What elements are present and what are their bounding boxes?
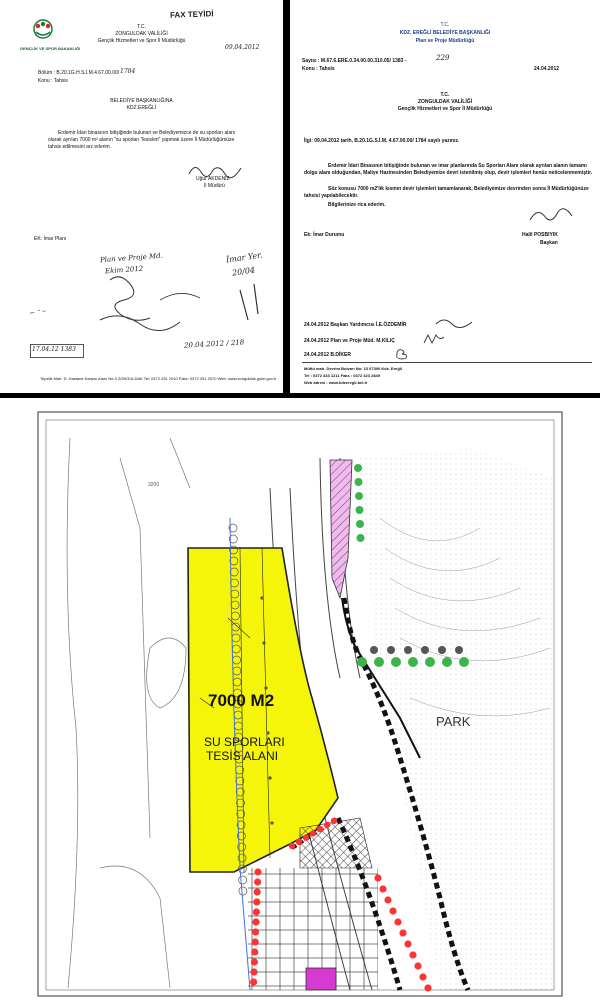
rl-approval-3: 24.04.2012 B.DİKER	[304, 352, 351, 358]
red-dot	[251, 948, 258, 955]
red-dot	[250, 978, 257, 985]
rl-footer-1: Müftü mah. Devrim Bulvarı No: 13 67300 Kdz. Ereğli	[304, 366, 403, 371]
registry-stamp-text: 17.04.12 1383	[32, 346, 76, 353]
konu-line: Konu : Tahsis	[38, 78, 68, 84]
margin-stamp-scribble: ⌐ ˘ ͝	[30, 310, 42, 317]
zoning-plan-map	[0, 398, 600, 1000]
green-dot	[356, 506, 364, 514]
rl-footer-rule	[302, 362, 592, 363]
red-dot	[414, 962, 421, 969]
ek-line: EK: İmar Planı	[34, 236, 67, 242]
letter-body: Erdemir İdari binasının bitişiğinde bulunan ve Belediyemizce de su sporları alanı olarak ayrılan 7000 m² alanın "su sporları Tesisleri" yapmak üzere İl Müdürlüğümüze tahsis edilmesini arz ederim.	[48, 130, 236, 150]
red-dot	[384, 896, 391, 903]
rl-sayi-handwritten: 229	[436, 54, 450, 62]
red-dot	[253, 908, 260, 915]
header-line3: Gençlik Hizmetleri ve Spor İl Müdürlüğü	[97, 38, 186, 44]
green-dot	[356, 520, 364, 528]
red-dot	[303, 834, 309, 840]
green-dot	[355, 478, 363, 486]
sayi-handwritten: 1784	[120, 68, 136, 75]
green-dot	[408, 657, 418, 667]
facility-label-line1: SU SPORLARI	[204, 735, 285, 749]
rl-approval-1: 24.04.2012 Başkan Yardımcısı İ.E.ÖZDEMİR	[304, 322, 407, 328]
red-dot	[254, 878, 261, 885]
rl-header-line2: KDZ. EREĞLİ BELEDİYE BAŞKANLIĞI	[399, 30, 491, 36]
red-dot	[254, 868, 261, 875]
zoning-map-svg	[0, 398, 600, 1000]
magenta-parcel	[306, 968, 336, 990]
left-footer: Tepelik Mah. D. Hastane Karşısı Alanı No:3 ZONGULDAK Tel: 0372 251 2010 Faks: 0372 251 2070 Web: www.zonguldak.gsim.gov.tr	[40, 376, 277, 381]
addressee-line1: BELEDİYE BAŞKANLIĞINA	[110, 98, 173, 104]
rl-footer-3: Web adresi : www.kdzeregli.bel.tr	[304, 380, 368, 385]
routing-note-2: Ekim 2012	[104, 264, 144, 276]
red-dot	[289, 843, 295, 849]
rl-addressee-line3: Gençlik Hizmetleri ve Spor İl Müdürlüğü	[397, 106, 493, 112]
header-line1: T.C.	[137, 24, 146, 30]
addressee-line2: KDZ.EREĞLİ	[126, 105, 157, 111]
rl-footer-2: Tel : 0372 333 1211 Faks : 0372 323 2849	[304, 373, 380, 378]
red-dot	[379, 885, 386, 892]
green-dot	[425, 657, 435, 667]
red-dot	[252, 928, 259, 935]
gray-dot	[264, 686, 267, 689]
red-dot	[250, 968, 257, 975]
approval-2-initial	[422, 333, 446, 345]
red-dot	[296, 839, 302, 845]
red-dot	[331, 818, 337, 824]
green-dot	[355, 492, 363, 500]
green-dot	[391, 657, 401, 667]
green-dot	[459, 657, 469, 667]
rl-signer-title: Başkan	[540, 240, 558, 246]
gray-dot	[438, 646, 446, 654]
routing-note-3: İmar Yer.	[225, 250, 264, 265]
red-dot	[424, 984, 431, 991]
rl-konu: Konu : Tahsis	[302, 66, 335, 72]
red-dot	[394, 918, 401, 925]
green-dot	[357, 657, 367, 667]
red-dot	[409, 951, 416, 958]
gray-dot	[421, 646, 429, 654]
gray-dot	[262, 641, 265, 644]
gray-dot	[387, 646, 395, 654]
red-dot	[251, 958, 258, 965]
red-dot	[310, 830, 316, 836]
rl-approval-2: 24.04.2012 Plan ve Proje Müd. M.KILIÇ	[304, 338, 395, 344]
green-dot	[374, 657, 384, 667]
rl-signer-name: Halil POSBIYIK	[522, 232, 558, 238]
rl-addressee-line2: ZONGULDAK VALİLİĞİ	[417, 99, 473, 105]
gray-dot	[270, 821, 273, 824]
gray-dot	[455, 646, 463, 654]
rl-date: 24.04.2012	[534, 66, 560, 72]
logo-caption: GENÇLİK VE SPOR BAKANLIĞI	[20, 46, 81, 51]
facility-label-line2: TESİS ALANI	[206, 749, 279, 763]
green-dot	[442, 657, 452, 667]
red-dot	[254, 888, 261, 895]
red-dot	[324, 822, 330, 828]
red-dot	[253, 898, 260, 905]
rl-sayi: Sayısı : M.67.6.ERE.0.34.00.00.310.05/ 1383 -	[302, 58, 407, 64]
green-dot	[354, 464, 362, 472]
red-dot	[317, 826, 323, 832]
red-dot	[252, 938, 259, 945]
rl-ek: Ek: İmar Durumu	[304, 232, 345, 238]
red-dot	[419, 973, 426, 980]
sayi-line: Bölüm : B.20.1G.H.S.İ.M.4.67.00.00/	[38, 70, 120, 76]
approval-1-initial	[434, 316, 474, 328]
rl-addressee-line1: T.C.	[440, 92, 450, 98]
right-letter-page	[290, 0, 600, 393]
park-label: PARK	[436, 714, 471, 729]
red-dot	[252, 918, 259, 925]
red-dot	[399, 929, 406, 936]
red-dot	[374, 874, 381, 881]
header-line2: ZONGULDAK VALİLİĞİ	[115, 31, 168, 37]
routing-note-1: Plan ve Proje Md.	[99, 251, 164, 265]
gray-dot	[370, 646, 378, 654]
rl-header-line1: T.C.	[440, 22, 450, 28]
approval-3-initial	[394, 346, 414, 360]
gray-dot	[260, 596, 263, 599]
left-letter-page	[0, 0, 283, 393]
red-dot	[404, 940, 411, 947]
elevation-label: 3200	[148, 482, 160, 488]
rl-header-line3: Plan ve Proje Müdürlüğü	[415, 38, 475, 44]
fax-stamp: FAX TEYİDİ	[169, 9, 214, 20]
signer-name: Uğur AKDENİZ	[196, 176, 230, 182]
rl-para3: Bilgilerinize rica ederim.	[328, 202, 386, 208]
rl-para2: Söz konusu 7000 m2'lik kısmın devir işlemleri tamamlanarak, Belediyemize devrinden sonra İl Müdürlüğünüze tahsisi yapılabilecektir.	[304, 186, 589, 199]
rl-para1: Erdemir İdari Binasının bitişiğinde bulunan ve imar planlarında Su Sporları Alanı olarak ayrılan alanın tamamı dolgu alanı olduğundan, Maliye Hazinesinden Belediyemize devri istenilmiş olup, devir işlemleri henüz neticelenmemiştir.	[304, 163, 593, 176]
handwritten-scribbles	[90, 270, 270, 340]
red-dot	[389, 907, 396, 914]
routing-note-4: 20/04	[231, 265, 256, 278]
green-dot	[357, 534, 365, 542]
evrak-number: 20.04.2012 / 218	[183, 338, 245, 350]
signer-title: İl Müdürü	[204, 183, 225, 189]
gray-dot	[268, 776, 271, 779]
signature-right	[526, 202, 576, 226]
gray-dot	[404, 646, 412, 654]
date-handwritten: 09.04.2012	[225, 44, 260, 51]
area-label: 7000 M2	[208, 691, 275, 710]
rl-ilgi: İlgi: 09.04.2012 tarih, B.20.1G.S.İ.M. 4.67.00.00/ 1784 sayılı yazınız.	[304, 138, 460, 144]
